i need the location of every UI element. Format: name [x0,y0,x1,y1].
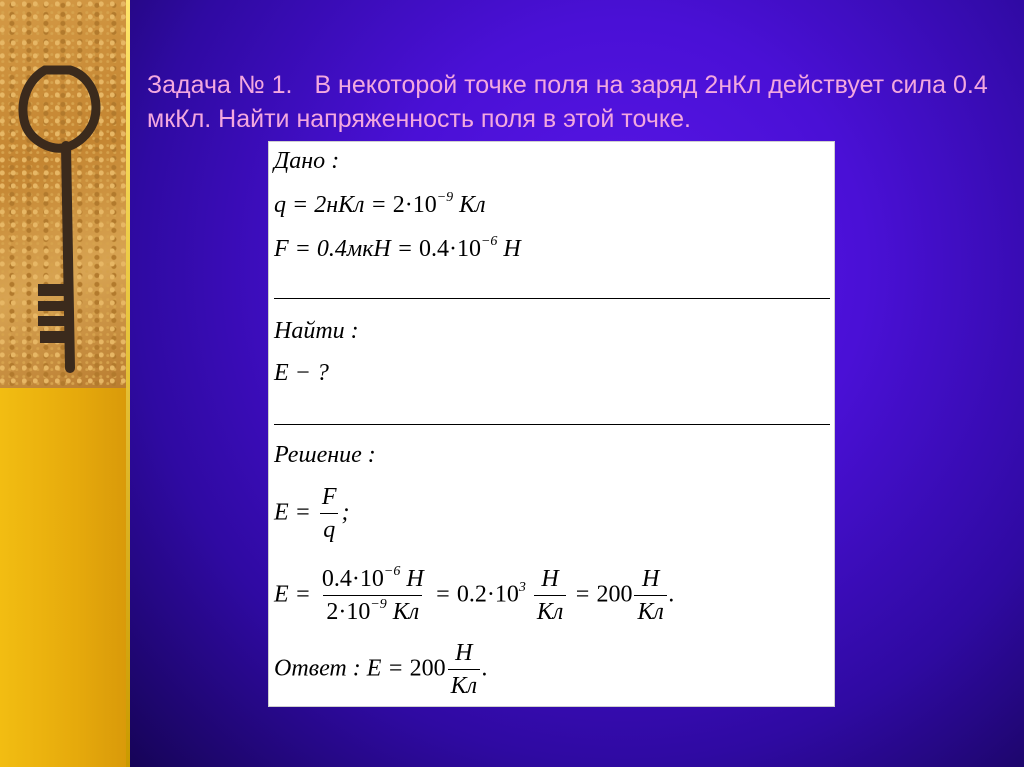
divider-line [274,298,830,299]
calculation-line: E = $\frac{0.4\cdot 10^{-6} Н}{2\cdot 10^{-9} Кл}$ = $0.2\cdot 10^3$ $\frac{Н}{Кл}$ = 200 $\frac{Н}{Кл}$ . [274,564,675,625]
fraction: $\frac{Н}{Кл}$ [448,640,480,700]
find-heading: Найти : [274,318,359,344]
fraction: $\frac{F}{q}$ [321,484,337,543]
formula-line: E = $\frac{F}{q}$ ; [274,484,350,543]
fraction: $\frac{Н}{Кл}$ [634,566,666,626]
key-icon [0,0,126,388]
solution-heading: Решение : [274,442,376,468]
yellow-strip [0,388,126,767]
answer-line: Ответ : E = 200 $\frac{Н}{Кл}$ . [274,640,489,699]
solution-card [268,141,835,707]
given-f: $F = 0.4мкН = 0.4\cdot 10^{-6}$ Н [274,234,521,262]
find-value: E − ? [274,360,329,386]
problem-number: Задача № 1. [147,71,293,99]
given-q: $q = 2нКл = 2\cdot 10^{-9}$ Кл [274,190,486,218]
problem-text: В некоторой точке поля на заряд 2нКл действует сила 0.4 мкКл. Найти напряженность поля в этой точке. [147,71,988,133]
given-heading: Дано : [274,148,340,174]
divider-line [274,424,830,425]
problem-statement [147,68,1007,136]
fraction: $\frac{0.4\cdot 10^{-6} Н}{2\cdot 10^{-9} Кл}$ [321,564,424,625]
fraction: $\frac{Н}{Кл}$ [534,566,566,626]
